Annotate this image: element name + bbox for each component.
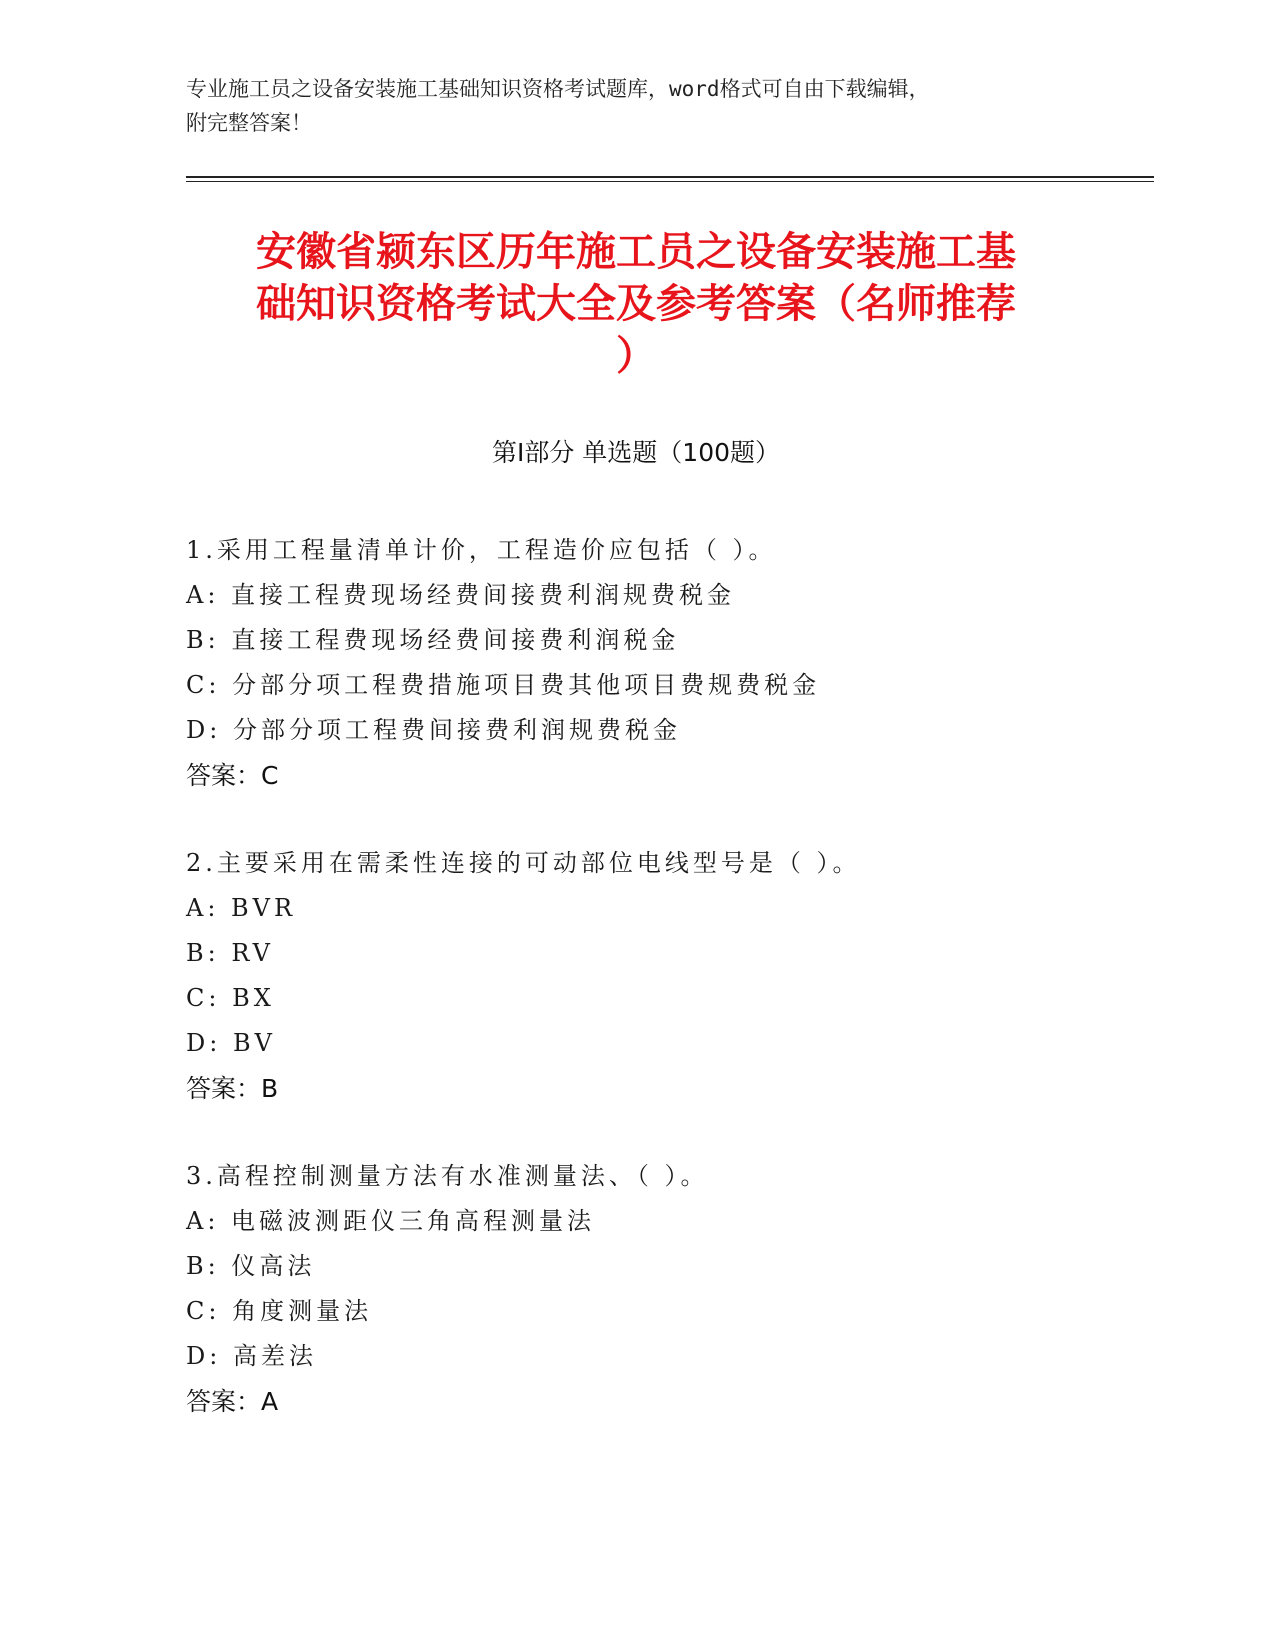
header-note	[186, 72, 1086, 140]
question-3	[186, 1154, 1146, 1424]
header-note-line-1: 专业施工员之设备安装施工基础知识资格考试题库，word格式可自由下载编辑，	[186, 77, 930, 101]
option-c: C: 角度测量法	[186, 1297, 373, 1325]
answer: 答案：C	[186, 761, 279, 790]
option-d: D: 分部分项工程费间接费利润规费税金	[186, 716, 681, 744]
option-d: D: BV	[186, 1029, 276, 1057]
option-b: B: RV	[186, 939, 274, 967]
option-c: C: BX	[186, 984, 275, 1012]
answer: 答案：B	[186, 1074, 279, 1103]
question-1	[186, 528, 1146, 798]
answer: 答案：A	[186, 1387, 279, 1416]
option-d: D: 高差法	[186, 1342, 317, 1370]
option-c: C: 分部分项工程费措施项目费其他项目费规费税金	[186, 671, 821, 699]
header-divider-thin	[186, 181, 1154, 182]
document-title-line-2: 础知识资格考试大全及参考答案（名师推荐	[256, 281, 1016, 327]
option-b: B: 仪高法	[186, 1252, 316, 1280]
question-stem: 3.高程控制测量方法有水准测量法、（ ）。	[186, 1162, 709, 1190]
option-b: B: 直接工程费现场经费间接费利润税金	[186, 626, 680, 654]
question-stem: 1.采用工程量清单计价，工程造价应包括（ ）。	[186, 536, 777, 564]
document-title-line-3: ）	[616, 333, 656, 379]
question-stem: 2.主要采用在需柔性连接的可动部位电线型号是（ ）。	[186, 849, 861, 877]
question-list	[186, 528, 1146, 1467]
document-title	[186, 226, 1086, 382]
option-a: A: 直接工程费现场经费间接费利润规费税金	[186, 581, 736, 609]
header-divider-thick	[186, 176, 1154, 178]
question-2	[186, 841, 1146, 1111]
document-title-line-1: 安徽省颍东区历年施工员之设备安装施工基	[256, 229, 1016, 275]
section-heading: 第Ⅰ部分 单选题（100题）	[491, 438, 781, 467]
option-a: A: BVR	[186, 894, 297, 922]
header-note-line-2: 附完整答案！	[186, 111, 312, 135]
option-a: A: 电磁波测距仪三角高程测量法	[186, 1207, 596, 1235]
